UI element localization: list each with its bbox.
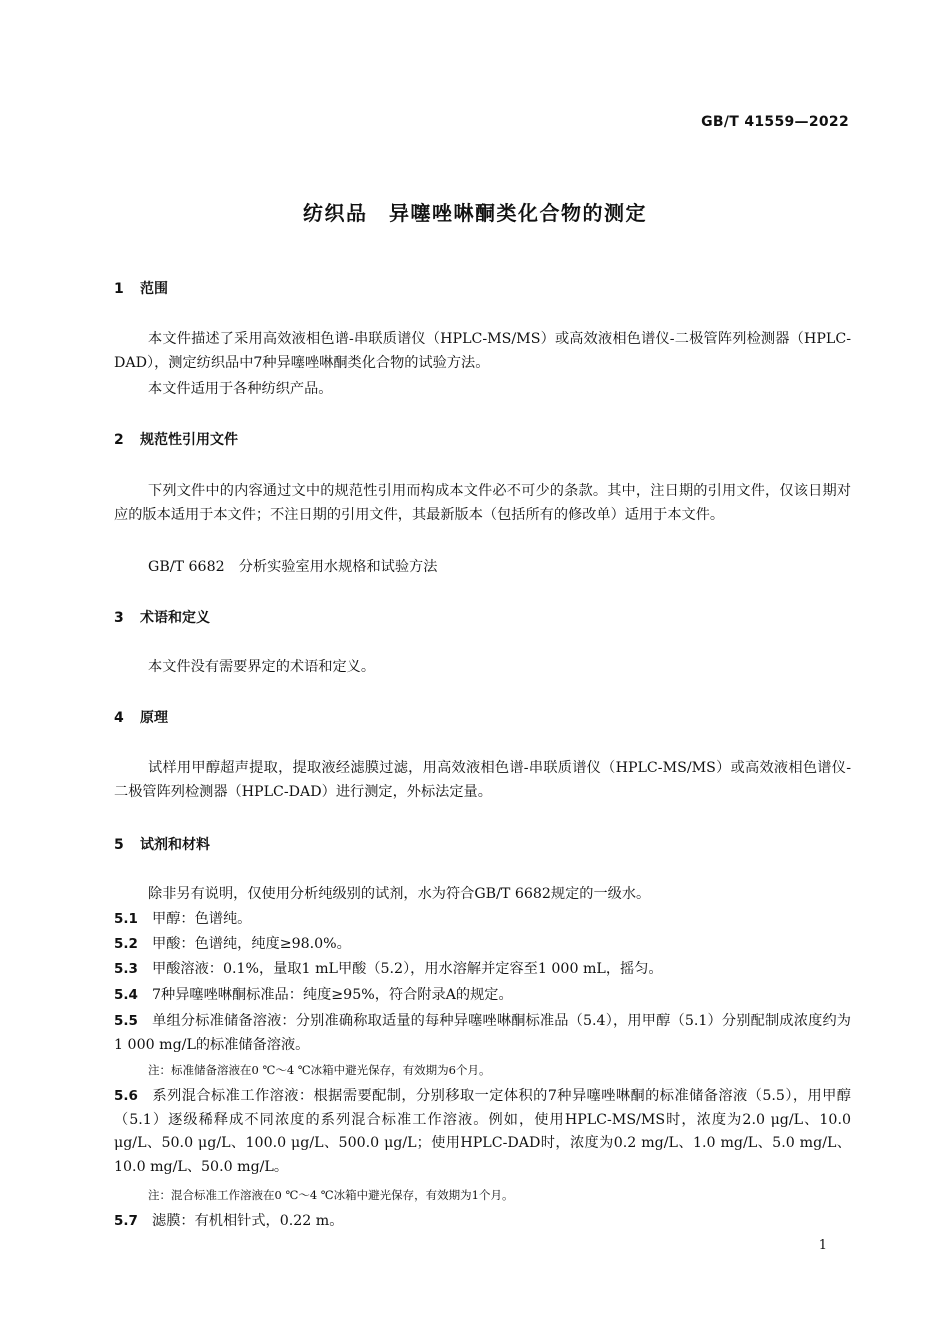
item-number: 5.7 xyxy=(114,1213,138,1229)
paragraph: 本文件没有需要界定的术语和定义。 xyxy=(148,659,376,675)
item-number: 5.3 xyxy=(114,961,138,977)
paragraph: 本文件描述了采用高效液相色谱-串联质谱仪（HPLC-MS/MS）或高效液相色谱仪-二极管阵列检测器（HPLC-DAD），测定纺织品中7种异噻唑啉酮类化合物的试验方法。 xyxy=(114,331,851,371)
list-item xyxy=(114,1010,851,1057)
section-title: 术语和定义 xyxy=(140,610,210,626)
list-item xyxy=(114,908,851,932)
item-text: 甲酸：色谱纯，纯度≥98.0%。 xyxy=(152,936,351,952)
standard-code: GB/T 41559—2022 xyxy=(701,114,849,130)
section-number: 2 xyxy=(114,432,124,448)
item-number: 5.1 xyxy=(114,911,138,927)
section-number: 4 xyxy=(114,710,124,726)
item-text: 单组分标准储备溶液：分别准确称取适量的每种异噻唑啉酮标准品（5.4），用甲醇（5.1）分别配制成浓度约为1 000 mg/L的标准储备溶液。 xyxy=(114,1013,851,1053)
item-text: 7种异噻唑啉酮标准品：纯度≥95%，符合附录A的规定。 xyxy=(152,987,513,1003)
section-number: 5 xyxy=(114,837,124,853)
section-number: 3 xyxy=(114,610,124,626)
section-title: 试剂和材料 xyxy=(140,837,210,853)
item-text: 甲醇：色谱纯。 xyxy=(152,911,252,927)
section-title: 原理 xyxy=(140,710,168,726)
item-number: 5.4 xyxy=(114,987,138,1003)
normative-reference: GB/T 6682 分析实验室用水规格和试验方法 xyxy=(148,559,438,575)
item-text: 系列混合标准工作溶液：根据需要配制，分别移取一定体积的7种异噻唑啉酮的标准储备溶液（5.5），用甲醇（5.1）逐级稀释成不同浓度的系列混合标准工作溶液。例如，使用HPLC-MS/MS时，浓度为2.0 μg/L、10.0 μg/L、50.0 μg/L、100.0 μg/L、500.0 μg/L；使用HPLC-DAD时，浓度为0.2 mg/L、1.0 mg/L、5.0 mg/L、10.0 mg/L、50.0 mg/L。 xyxy=(114,1088,851,1176)
section-heading-2 xyxy=(114,430,238,450)
item-number: 5.6 xyxy=(114,1088,138,1104)
paragraph: 试样用甲醇超声提取，提取液经滤膜过滤，用高效液相色谱-串联质谱仪（HPLC-MS/MS）或高效液相色谱仪-二极管阵列检测器（HPLC-DAD）进行测定，外标法定量。 xyxy=(114,760,851,800)
item-number: 5.5 xyxy=(114,1013,138,1029)
list-item xyxy=(114,984,851,1008)
paragraph: 本文件适用于各种纺织产品。 xyxy=(148,381,333,397)
section-title: 规范性引用文件 xyxy=(140,432,238,448)
section-number: 1 xyxy=(114,281,124,297)
paragraph: 除非另有说明，仅使用分析纯级别的试剂，水为符合GB/T 6682规定的一级水。 xyxy=(148,886,651,902)
item-text: 滤膜：有机相针式，0.22 m。 xyxy=(152,1213,344,1229)
list-item xyxy=(114,1085,851,1180)
list-item xyxy=(114,958,851,982)
page-number: 1 xyxy=(818,1238,827,1253)
section-heading-5 xyxy=(114,835,210,855)
section-heading-1 xyxy=(114,279,168,299)
paragraph: 下列文件中的内容通过文中的规范性引用而构成本文件必不可少的条款。其中，注日期的引用文件，仅该日期对应的版本适用于本文件；不注日期的引用文件，其最新版本（包括所有的修改单）适用于本文件。 xyxy=(114,483,851,523)
section-title: 范围 xyxy=(140,281,168,297)
note: 注：标准储备溶液在0 ℃～4 ℃冰箱中避光保存，有效期为6个月。 xyxy=(148,1063,491,1077)
note: 注：混合标准工作溶液在0 ℃～4 ℃冰箱中避光保存，有效期为1个月。 xyxy=(148,1188,514,1202)
document-title: 纺织品 异噻唑啉酮类化合物的测定 xyxy=(303,201,647,225)
section-heading-4 xyxy=(114,708,168,728)
item-number: 5.2 xyxy=(114,936,138,952)
list-item xyxy=(114,933,851,957)
section-heading-3 xyxy=(114,608,210,628)
item-text: 甲酸溶液：0.1%，量取1 mL甲酸（5.2），用水溶解并定容至1 000 mL，摇匀。 xyxy=(152,961,663,977)
list-item xyxy=(114,1210,851,1234)
